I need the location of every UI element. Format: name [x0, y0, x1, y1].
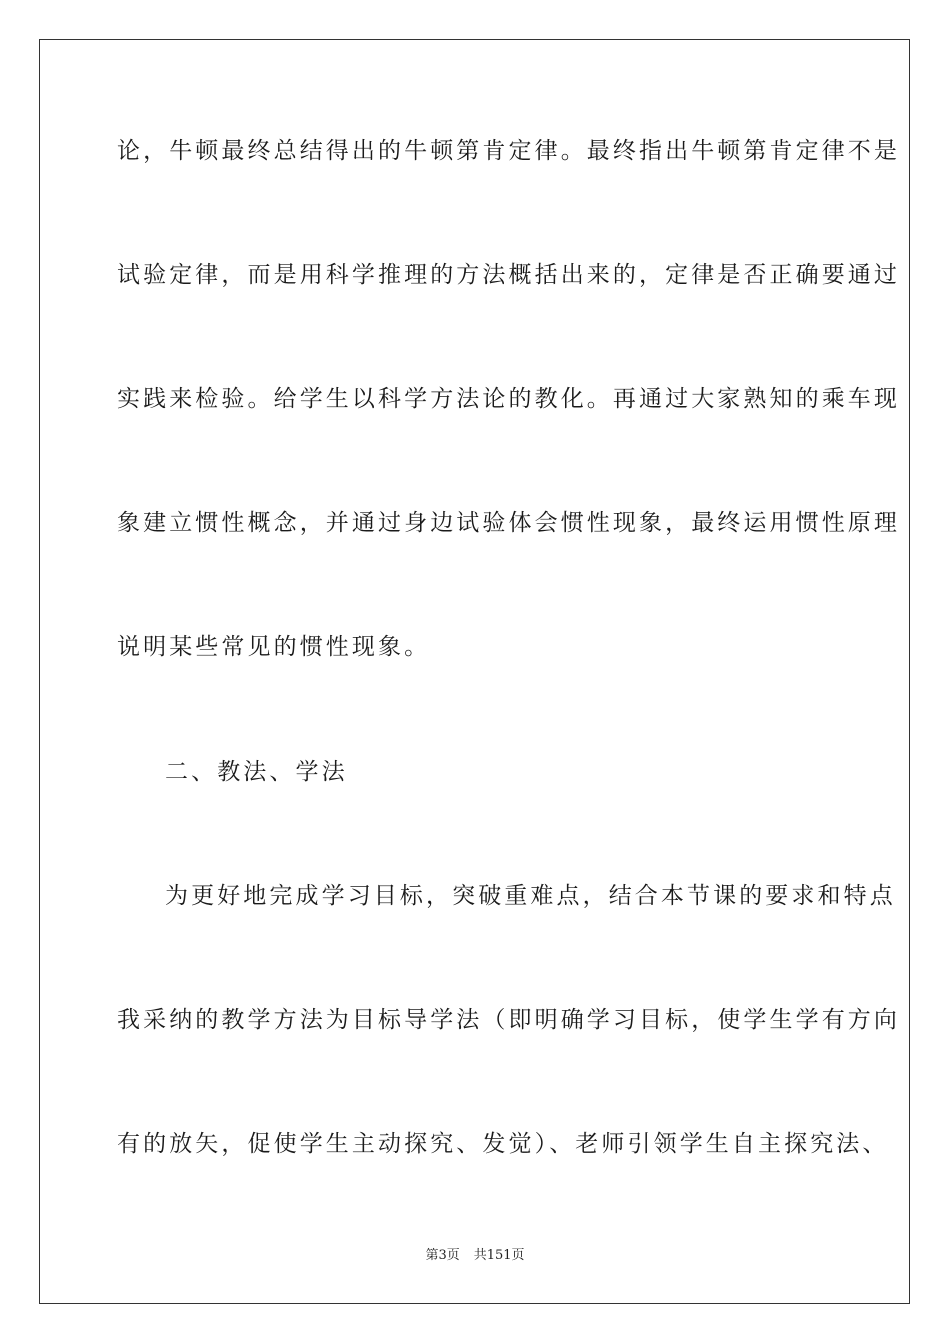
body-line-4: 象建立惯性概念，并通过身边试验体会惯性现象，最终运用惯性原理 [117, 510, 900, 536]
section-heading: 二、教法、学法 [165, 759, 348, 785]
page-number: 第3页 [425, 1248, 460, 1263]
page-total: 共151页 [473, 1248, 525, 1263]
body-line-2: 试验定律，而是用科学推理的方法概括出来的，定律是否正确要通过 [117, 262, 900, 288]
page-footer [0, 1247, 950, 1265]
body-line-8: 我采纳的教学方法为目标导学法（即明确学习目标，使学生学有方向 [117, 1007, 900, 1033]
paragraph-first-line: 为更好地完成学习目标，突破重难点，结合本节课的要求和特点 [165, 883, 896, 909]
body-line-9: 有的放矢，促使学生主动探究、发觉）、老师引领学生自主探究法、 [117, 1131, 889, 1157]
body-line-3: 实践来检验。给学生以科学方法论的教化。再通过大家熟知的乘车现 [117, 386, 900, 412]
page-border [39, 39, 910, 1304]
body-line-5: 说明某些常见的惯性现象。 [117, 634, 431, 660]
body-line-1: 论，牛顿最终总结得出的牛顿第肯定律。最终指出牛顿第肯定律不是 [117, 138, 900, 164]
